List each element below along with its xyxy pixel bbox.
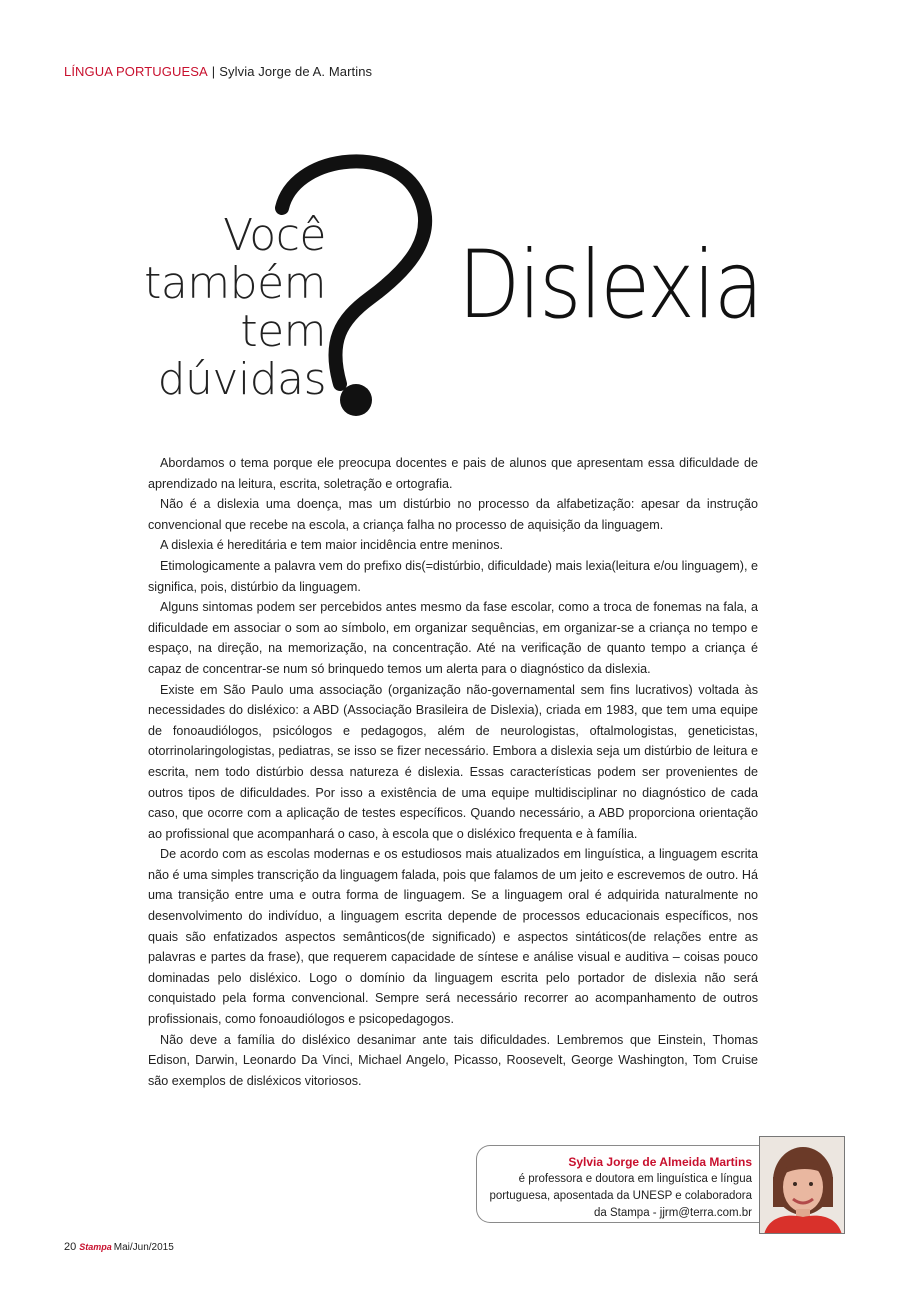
question-line: Você [223, 210, 326, 261]
section-name: LÍNGUA PORTUGUESA [64, 64, 208, 79]
paragraph: Abordamos o tema porque ele preocupa docentes e pais de alunos que apresentam essa dificuldade de aprendizado na leitura, escrita, soletração e ortografia. [148, 456, 758, 491]
paragraph: Etimologicamente a palavra vem do prefixo dis(=distúrbio, dificuldade) mais lexia(leitura e/ou linguagem), e significa, pois, distúrbio da linguagem. [148, 558, 758, 594]
question-line: tem [240, 306, 326, 357]
author-bio-box [476, 1145, 760, 1223]
bio-line: da Stampa - jjrm@terra.com.br [593, 1207, 752, 1219]
question-mark-graphic [258, 150, 444, 420]
page-header [64, 64, 372, 79]
header-separator: | [211, 64, 216, 79]
paragraph: Alguns sintomas podem ser percebidos antes mesmo da fase escolar, como a troca de fonemas na fala, a dificuldade em associar o som ao símbolo, em organizar sequências, em organizar-se a criança no tempo e espaço, na direção, na memorização, na concentração. Até na verificação de quanto tempo a criança é capaz de concentrar-se num só brinquedo temos um alerta para o diagnóstico da dislexia. [148, 600, 758, 676]
page-number: 20 [64, 1241, 77, 1253]
article-body [148, 453, 758, 1091]
paragraph: Não é a dislexia uma doença, mas um distúrbio no processo da alfabetização: apesar da instrução convencional que recebe na escola, a criança falha no processo de aquisição da linguagem. [148, 497, 758, 532]
question-line: também [144, 258, 326, 309]
paragraph: Não deve a família do disléxico desanimar ante tais dificuldades. Lembremos que Einstein, Thomas Edison, Darwin, Leonardo Da Vinci, Michael Angelo, Picasso, Roosevelt, George Washington, Tom Cruise são exemplos de disléxicos vitoriosos. [148, 1032, 758, 1088]
header-author: Sylvia Jorge de A. Martins [219, 64, 373, 79]
title-block [140, 150, 780, 430]
page-footer [64, 1241, 174, 1253]
bio-line: é professora e doutora em linguística e língua [518, 1173, 752, 1185]
bio-line: portuguesa, aposentada da UNESP e colaboradora [489, 1190, 752, 1202]
author-name: Sylvia Jorge de Almeida Martins [568, 1155, 752, 1169]
paragraph: Existe em São Paulo uma associação (organização não-governamental sem fins lucrativos) voltada às necessidades do disléxico: a ABD (Associação Brasileira de Dislexia), criada em 1983, que tem uma equipe de fonoaudiólogos, psicólogos e pedagogos, além de neurologistas, oftalmologistas, geneticistas, otorrinolaringologistas, pediatras, se isso se fizer necessário. Embora a dislexia seja um distúrbio de leitura e escrita, nem todo distúrbio dessa natureza é dislexia. Essas características podem ser provenientes de outros tipos de dificuldades. Por isso a existência de uma equipe multidisciplinar no diagnóstico de cada caso, que ocorre com a aplicação de testes específicos. Quando necessário, a ABD proporciona orientação ao profissional que acompanhará o caso, à escola que o disléxico frequenta e à família. [148, 682, 758, 841]
portrait-image [760, 1137, 845, 1234]
author-photo [759, 1136, 845, 1234]
question-line: dúvidas [157, 354, 326, 405]
issue-date: Mai/Jun/2015 [113, 1242, 174, 1253]
magazine-brand: Stampa [79, 1242, 112, 1252]
article-title: Dislexia [458, 231, 762, 340]
paragraph: A dislexia é hereditária e tem maior incidência entre meninos. [160, 538, 504, 553]
paragraph: De acordo com as escolas modernas e os estudiosos mais atualizados em linguística, a linguagem escrita não é uma simples transcrição da linguagem falada, pois que falamos de um jeito e escrevemos de outro. Há uma transição entre uma e outra forma de linguagem. Se a linguagem oral é adquirida naturalmente no desenvolvimento do indivíduo, a linguagem escrita depende de processos educacionais específicos, nos quais são enfatizados aspectos semânticos(de significado) e aspectos sintáticos(de relações entre as palavras e partes da frase), que requerem capacidade de síntese e análise visual e auditiva – coisas pouco dominadas pelo disléxico. Logo o domínio da linguagem escrita pelo portador de dislexia não será conquistado pela forma convencional. Sempre será necessário recorrer ao acompanhamento de outros profissionais, como fonoaudiólogos e psicopedagogos. [148, 847, 758, 1027]
